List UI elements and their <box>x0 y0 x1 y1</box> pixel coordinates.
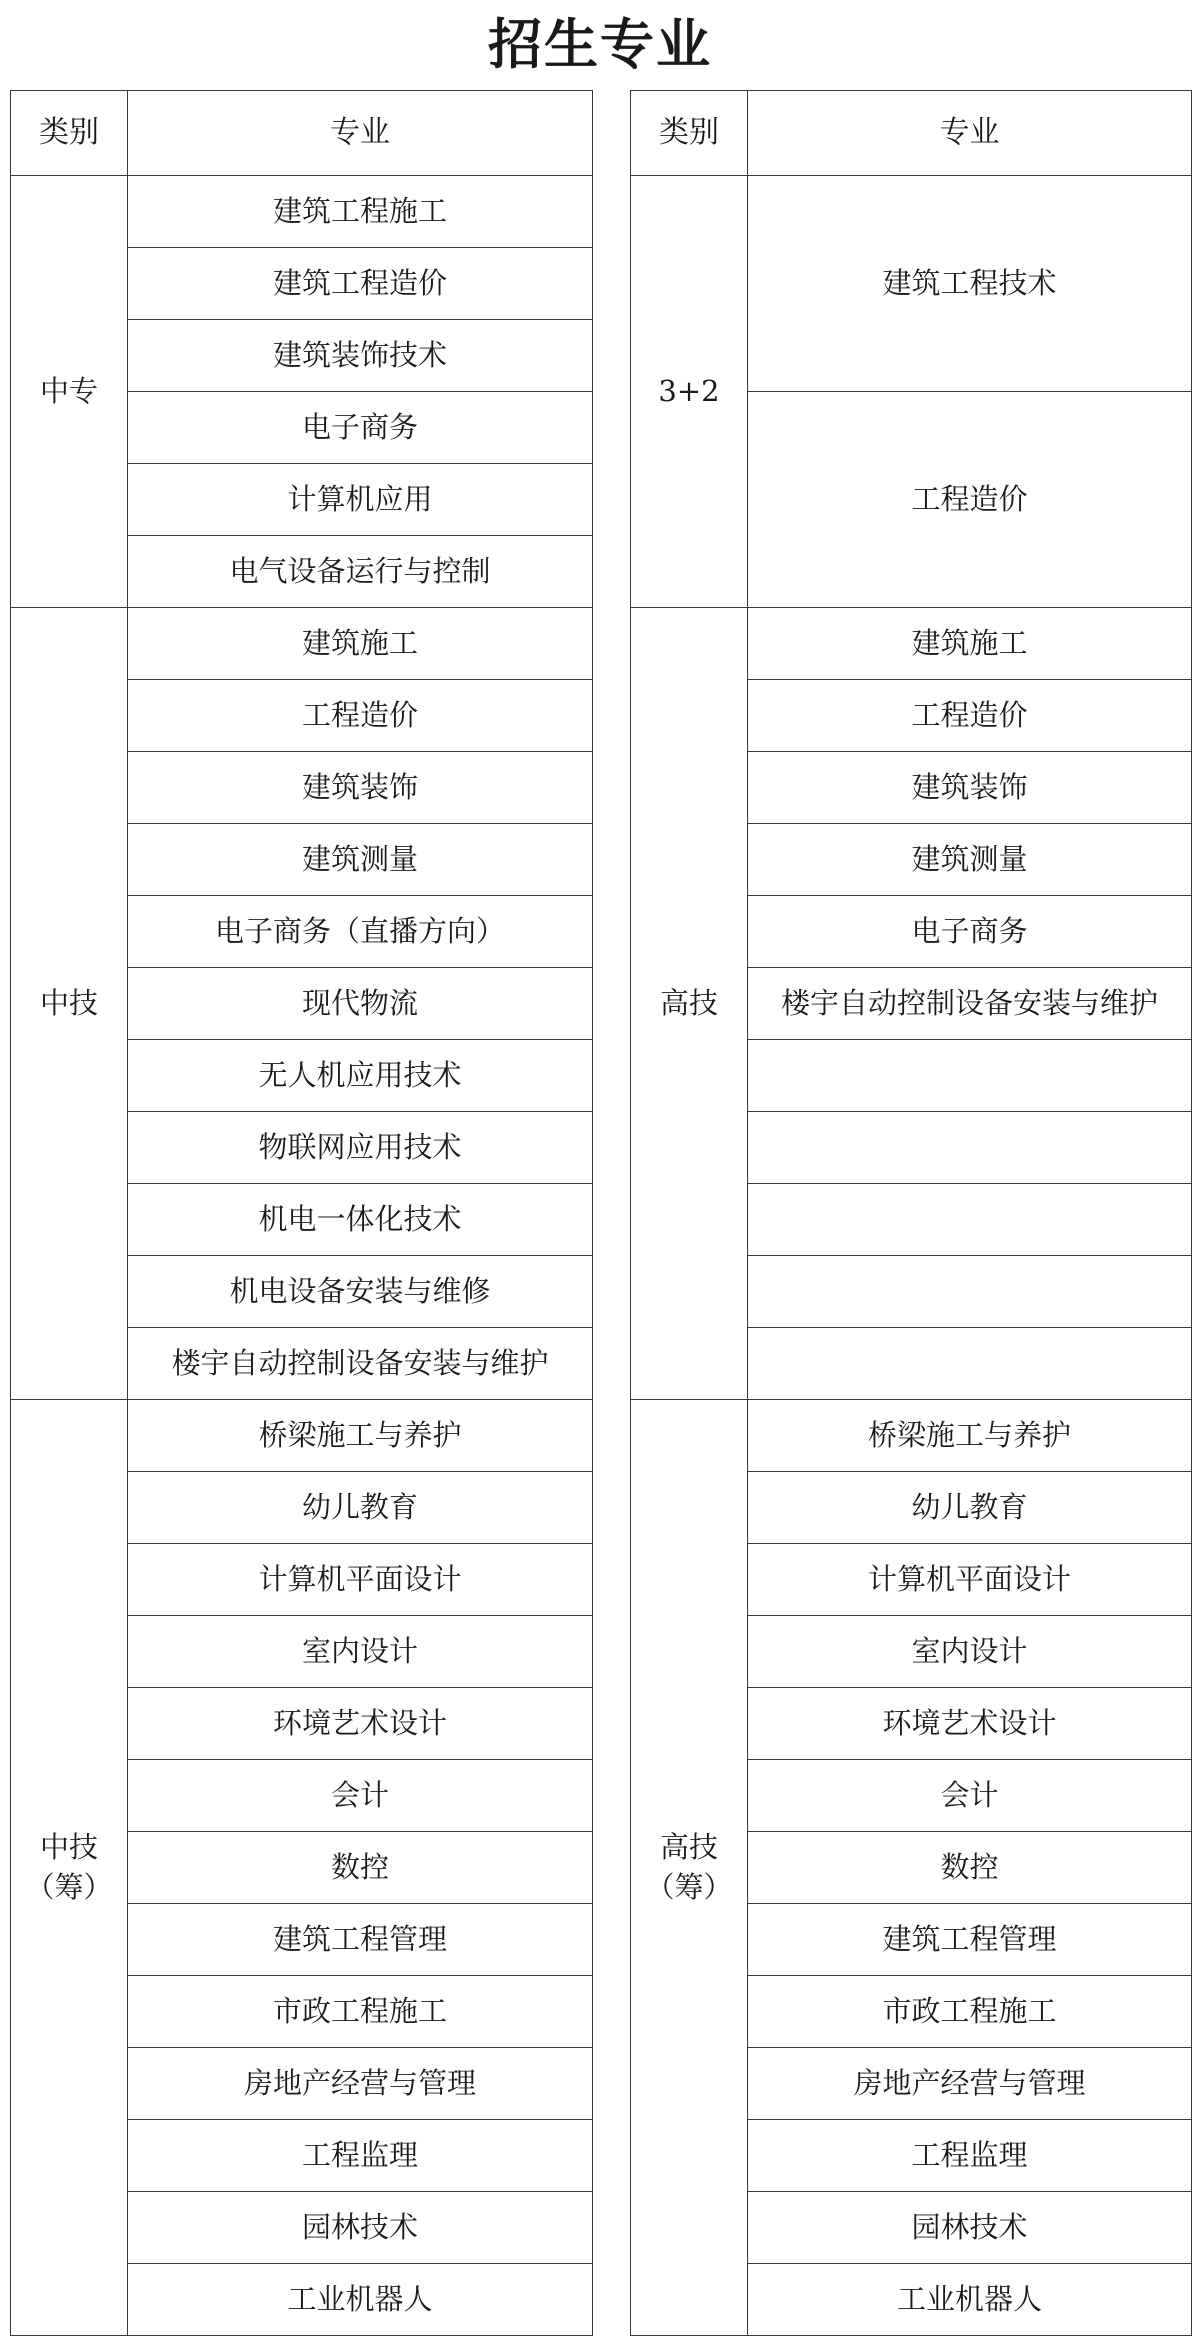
major-cell: 计算机平面设计 <box>747 1543 1192 1616</box>
category-cell <box>630 175 748 608</box>
category-header: 类别 <box>630 90 748 176</box>
category-label: （筹） <box>25 1869 113 1904</box>
category-header: 类别 <box>10 90 128 176</box>
major-cell: 市政工程施工 <box>747 1975 1192 2048</box>
major-cell: 无人机应用技术 <box>127 1039 593 1112</box>
major-cell: 电气设备运行与控制 <box>127 535 593 608</box>
major-cell: 室内设计 <box>747 1615 1192 1688</box>
major-cell: 园林技术 <box>127 2191 593 2264</box>
major-cell: 室内设计 <box>127 1615 593 1688</box>
major-cell <box>747 1183 1192 1256</box>
category-cell <box>10 1399 128 2336</box>
major-cell: 工程造价 <box>127 679 593 752</box>
major-cell: 建筑工程施工 <box>127 175 593 248</box>
page-title: 招生专业 <box>488 13 712 76</box>
major-cell: 市政工程施工 <box>127 1975 593 2048</box>
major-cell: 建筑装饰 <box>127 751 593 824</box>
major-cell: 物联网应用技术 <box>127 1111 593 1184</box>
major-cell: 机电设备安装与维修 <box>127 1255 593 1328</box>
major-cell <box>747 1255 1192 1328</box>
left-enrollment-table <box>10 90 592 2326</box>
category-label: 高技 <box>659 1830 718 1865</box>
major-cell: 建筑工程造价 <box>127 247 593 320</box>
major-header: 专业 <box>127 90 593 176</box>
category-cell <box>630 1399 748 2336</box>
major-cell: 计算机应用 <box>127 463 593 536</box>
major-cell: 电子商务 <box>747 895 1192 968</box>
major-cell: 会计 <box>127 1759 593 1832</box>
major-cell: 建筑装饰技术 <box>127 319 593 392</box>
major-cell: 房地产经营与管理 <box>127 2047 593 2120</box>
major-cell: 现代物流 <box>127 967 593 1040</box>
major-cell: 工程造价 <box>747 391 1192 608</box>
right-enrollment-table <box>630 90 1191 2326</box>
major-cell: 计算机平面设计 <box>127 1543 593 1616</box>
major-cell: 数控 <box>127 1831 593 1904</box>
major-cell: 会计 <box>747 1759 1192 1832</box>
major-cell: 建筑施工 <box>127 607 593 680</box>
major-cell: 桥梁施工与养护 <box>127 1399 593 1472</box>
major-cell: 建筑工程管理 <box>747 1903 1192 1976</box>
major-cell: 楼宇自动控制设备安装与维护 <box>747 967 1192 1040</box>
major-cell: 建筑测量 <box>747 823 1192 896</box>
category-cell <box>10 175 128 608</box>
major-cell: 幼儿教育 <box>127 1471 593 1544</box>
major-cell <box>747 1327 1192 1400</box>
category-cell <box>630 607 748 1400</box>
major-cell <box>747 1111 1192 1184</box>
major-cell: 楼宇自动控制设备安装与维护 <box>127 1327 593 1400</box>
category-label: 中专 <box>39 373 98 408</box>
category-label: （筹） <box>645 1869 733 1904</box>
category-label: 中技 <box>39 1830 98 1865</box>
major-cell: 建筑施工 <box>747 607 1192 680</box>
major-cell: 建筑工程技术 <box>747 175 1192 392</box>
major-cell: 环境艺术设计 <box>747 1687 1192 1760</box>
major-cell: 建筑工程管理 <box>127 1903 593 1976</box>
major-cell: 工业机器人 <box>747 2263 1192 2336</box>
major-cell: 桥梁施工与养护 <box>747 1399 1192 1472</box>
major-cell <box>747 1039 1192 1112</box>
major-cell: 工程造价 <box>747 679 1192 752</box>
major-cell: 工业机器人 <box>127 2263 593 2336</box>
category-label: 中技 <box>39 985 98 1020</box>
major-cell: 建筑装饰 <box>747 751 1192 824</box>
major-cell: 园林技术 <box>747 2191 1192 2264</box>
major-header: 专业 <box>747 90 1192 176</box>
major-cell: 建筑测量 <box>127 823 593 896</box>
major-cell: 工程监理 <box>747 2119 1192 2192</box>
major-cell: 电子商务（直播方向） <box>127 895 593 968</box>
major-cell: 幼儿教育 <box>747 1471 1192 1544</box>
category-label: 3+2 <box>658 373 720 408</box>
major-cell: 机电一体化技术 <box>127 1183 593 1256</box>
major-cell: 数控 <box>747 1831 1192 1904</box>
major-cell: 房地产经营与管理 <box>747 2047 1192 2120</box>
category-cell <box>10 607 128 1400</box>
category-label: 高技 <box>659 985 718 1020</box>
major-cell: 电子商务 <box>127 391 593 464</box>
major-cell: 环境艺术设计 <box>127 1687 593 1760</box>
major-cell: 工程监理 <box>127 2119 593 2192</box>
